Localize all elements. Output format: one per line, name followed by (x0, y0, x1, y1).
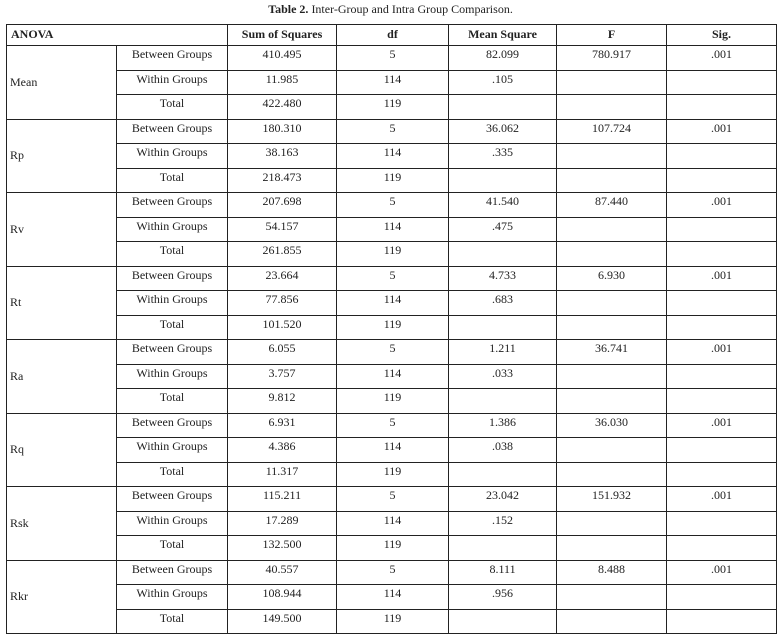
anova-table (6, 24, 777, 634)
sum-of-squares-cell: 132.500 (228, 536, 337, 561)
sum-of-squares-cell: 6.931 (228, 413, 337, 438)
table-row (7, 46, 777, 71)
sum-of-squares-cell: 11.985 (228, 70, 337, 95)
sum-of-squares-cell: 3.757 (228, 364, 337, 389)
variable-name: Rsk (7, 487, 117, 561)
table-row (7, 389, 777, 414)
f-cell (557, 291, 667, 316)
table-row (7, 119, 777, 144)
sig-cell (667, 315, 777, 340)
mean-square-cell: 8.111 (449, 560, 557, 585)
mean-square-cell: .038 (449, 438, 557, 463)
mean-square-cell: 4.733 (449, 266, 557, 291)
df-cell: 5 (337, 413, 449, 438)
table-row (7, 70, 777, 95)
table-row (7, 511, 777, 536)
f-cell (557, 217, 667, 242)
df-cell: 114 (337, 291, 449, 316)
source-cell: Within Groups (117, 291, 228, 316)
sum-of-squares-cell: 23.664 (228, 266, 337, 291)
variable-name: Ra (7, 340, 117, 414)
sum-of-squares-cell: 218.473 (228, 168, 337, 193)
source-cell: Within Groups (117, 585, 228, 610)
df-cell: 5 (337, 487, 449, 512)
table-row (7, 364, 777, 389)
sum-of-squares-cell: 207.698 (228, 193, 337, 218)
sig-cell: .001 (667, 560, 777, 585)
sig-cell (667, 168, 777, 193)
header-sig: Sig. (667, 25, 777, 46)
mean-square-cell: .033 (449, 364, 557, 389)
table-row (7, 462, 777, 487)
df-cell: 114 (337, 364, 449, 389)
f-cell: 87.440 (557, 193, 667, 218)
sig-cell: .001 (667, 266, 777, 291)
table-row (7, 315, 777, 340)
table-row (7, 168, 777, 193)
df-cell: 119 (337, 609, 449, 634)
sig-cell: .001 (667, 46, 777, 71)
sum-of-squares-cell: 261.855 (228, 242, 337, 267)
source-cell: Total (117, 536, 228, 561)
table-row (7, 193, 777, 218)
variable-name: Mean (7, 46, 117, 120)
mean-square-cell (449, 315, 557, 340)
source-cell: Between Groups (117, 193, 228, 218)
f-cell: 6.930 (557, 266, 667, 291)
source-cell: Within Groups (117, 438, 228, 463)
sig-cell (667, 70, 777, 95)
f-cell (557, 95, 667, 120)
f-cell (557, 168, 667, 193)
sig-cell (667, 536, 777, 561)
sig-cell (667, 585, 777, 610)
df-cell: 5 (337, 193, 449, 218)
mean-square-cell (449, 536, 557, 561)
table-row (7, 340, 777, 365)
f-cell (557, 462, 667, 487)
mean-square-cell: .105 (449, 70, 557, 95)
sig-cell: .001 (667, 193, 777, 218)
sum-of-squares-cell: 4.386 (228, 438, 337, 463)
f-cell (557, 364, 667, 389)
sig-cell: .001 (667, 487, 777, 512)
sum-of-squares-cell: 6.055 (228, 340, 337, 365)
sum-of-squares-cell: 40.557 (228, 560, 337, 585)
sum-of-squares-cell: 410.495 (228, 46, 337, 71)
df-cell: 5 (337, 560, 449, 585)
table-row (7, 585, 777, 610)
mean-square-cell: .152 (449, 511, 557, 536)
mean-square-cell: .683 (449, 291, 557, 316)
df-cell: 114 (337, 511, 449, 536)
f-cell: 36.030 (557, 413, 667, 438)
mean-square-cell: 23.042 (449, 487, 557, 512)
table-row (7, 291, 777, 316)
mean-square-cell: .335 (449, 144, 557, 169)
sig-cell (667, 217, 777, 242)
f-cell (557, 511, 667, 536)
df-cell: 5 (337, 46, 449, 71)
sum-of-squares-cell: 38.163 (228, 144, 337, 169)
df-cell: 119 (337, 536, 449, 561)
df-cell: 114 (337, 438, 449, 463)
f-cell: 107.724 (557, 119, 667, 144)
sig-cell (667, 144, 777, 169)
sig-cell (667, 95, 777, 120)
table-row (7, 487, 777, 512)
sum-of-squares-cell: 149.500 (228, 609, 337, 634)
variable-name: Rq (7, 413, 117, 487)
sig-cell (667, 389, 777, 414)
variable-name: Rp (7, 119, 117, 193)
df-cell: 119 (337, 168, 449, 193)
source-cell: Between Groups (117, 487, 228, 512)
variable-name: Rkr (7, 560, 117, 634)
table-body (7, 46, 777, 634)
sum-of-squares-cell: 115.211 (228, 487, 337, 512)
mean-square-cell: 36.062 (449, 119, 557, 144)
sig-cell (667, 291, 777, 316)
source-cell: Within Groups (117, 217, 228, 242)
source-cell: Within Groups (117, 511, 228, 536)
mean-square-cell (449, 95, 557, 120)
sum-of-squares-cell: 77.856 (228, 291, 337, 316)
source-cell: Total (117, 242, 228, 267)
source-cell: Total (117, 609, 228, 634)
df-cell: 5 (337, 119, 449, 144)
source-cell: Between Groups (117, 119, 228, 144)
df-cell: 114 (337, 144, 449, 169)
sum-of-squares-cell: 11.317 (228, 462, 337, 487)
f-cell (557, 536, 667, 561)
table-row (7, 144, 777, 169)
df-cell: 5 (337, 266, 449, 291)
f-cell (557, 315, 667, 340)
df-cell: 119 (337, 242, 449, 267)
df-cell: 119 (337, 315, 449, 340)
f-cell: 8.488 (557, 560, 667, 585)
f-cell (557, 438, 667, 463)
table-caption (0, 2, 781, 16)
mean-square-cell (449, 242, 557, 267)
df-cell: 119 (337, 462, 449, 487)
mean-square-cell (449, 462, 557, 487)
table-row (7, 266, 777, 291)
f-cell: 36.741 (557, 340, 667, 365)
sum-of-squares-cell: 54.157 (228, 217, 337, 242)
mean-square-cell (449, 609, 557, 634)
source-cell: Between Groups (117, 413, 228, 438)
table-row (7, 242, 777, 267)
source-cell: Total (117, 462, 228, 487)
source-cell: Between Groups (117, 46, 228, 71)
sum-of-squares-cell: 422.480 (228, 95, 337, 120)
variable-name: Rv (7, 193, 117, 267)
table-row (7, 217, 777, 242)
table-row (7, 609, 777, 634)
source-cell: Between Groups (117, 560, 228, 585)
df-cell: 114 (337, 585, 449, 610)
f-cell (557, 585, 667, 610)
f-cell (557, 144, 667, 169)
sum-of-squares-cell: 9.812 (228, 389, 337, 414)
sum-of-squares-cell: 108.944 (228, 585, 337, 610)
header-f: F (557, 25, 667, 46)
source-cell: Within Groups (117, 144, 228, 169)
sum-of-squares-cell: 101.520 (228, 315, 337, 340)
source-cell: Total (117, 315, 228, 340)
sig-cell (667, 364, 777, 389)
header-row (7, 25, 777, 46)
source-cell: Total (117, 168, 228, 193)
source-cell: Within Groups (117, 70, 228, 95)
f-cell (557, 609, 667, 634)
f-cell: 151.932 (557, 487, 667, 512)
df-cell: 119 (337, 389, 449, 414)
header-sum-of-squares: Sum of Squares (228, 25, 337, 46)
df-cell: 119 (337, 95, 449, 120)
source-cell: Between Groups (117, 340, 228, 365)
source-cell: Between Groups (117, 266, 228, 291)
sig-cell: .001 (667, 413, 777, 438)
sig-cell (667, 609, 777, 634)
mean-square-cell: .475 (449, 217, 557, 242)
sig-cell (667, 462, 777, 487)
header-anova: ANOVA (7, 25, 228, 46)
mean-square-cell (449, 168, 557, 193)
f-cell: 780.917 (557, 46, 667, 71)
df-cell: 114 (337, 217, 449, 242)
sig-cell (667, 242, 777, 267)
table-row (7, 438, 777, 463)
sum-of-squares-cell: 180.310 (228, 119, 337, 144)
f-cell (557, 389, 667, 414)
f-cell (557, 70, 667, 95)
sig-cell (667, 511, 777, 536)
mean-square-cell: 1.386 (449, 413, 557, 438)
header-df: df (337, 25, 449, 46)
df-cell: 114 (337, 70, 449, 95)
source-cell: Total (117, 95, 228, 120)
variable-name: Rt (7, 266, 117, 340)
table-row (7, 560, 777, 585)
f-cell (557, 242, 667, 267)
sig-cell: .001 (667, 119, 777, 144)
mean-square-cell: 41.540 (449, 193, 557, 218)
header-mean-square: Mean Square (449, 25, 557, 46)
mean-square-cell: 82.099 (449, 46, 557, 71)
sig-cell (667, 438, 777, 463)
mean-square-cell (449, 389, 557, 414)
sig-cell: .001 (667, 340, 777, 365)
source-cell: Total (117, 389, 228, 414)
mean-square-cell: 1.211 (449, 340, 557, 365)
df-cell: 5 (337, 340, 449, 365)
caption-text: Inter-Group and Intra Group Comparison. (308, 2, 513, 16)
table-row (7, 413, 777, 438)
mean-square-cell: .956 (449, 585, 557, 610)
caption-label: Table 2. (268, 2, 309, 16)
table-row (7, 536, 777, 561)
source-cell: Within Groups (117, 364, 228, 389)
table-row (7, 95, 777, 120)
sum-of-squares-cell: 17.289 (228, 511, 337, 536)
